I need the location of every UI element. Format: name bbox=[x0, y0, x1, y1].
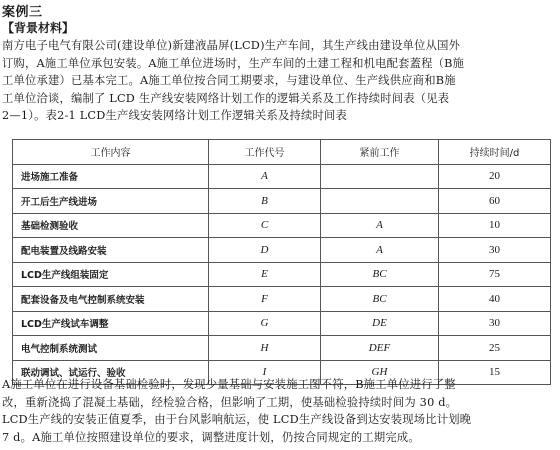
task-cell: 联动调试、试运行、验收 bbox=[13, 360, 209, 385]
duration-cell: 10 bbox=[439, 213, 551, 238]
task-cell: 配套设备及电气控制系统安装 bbox=[13, 287, 209, 312]
predecessor-cell: A bbox=[321, 238, 439, 263]
table-row bbox=[13, 164, 551, 189]
col-header-duration: 持续时间/d bbox=[439, 140, 551, 165]
intro-line: 2—1）。表2-1 LCD生产线安装网络计划工作逻辑关系及持续时间表 bbox=[2, 109, 347, 123]
work-logic-table bbox=[12, 139, 551, 385]
intro-line: 南方电子电气有限公司(建设单位)新建液晶屏(LCD)生产车间，其生产线由建设单位从国外 bbox=[2, 39, 461, 52]
predecessor-cell: A bbox=[321, 213, 439, 238]
predecessor-cell: BC bbox=[321, 262, 439, 287]
duration-cell: 15 bbox=[439, 360, 551, 385]
table-header-row bbox=[13, 140, 551, 165]
col-header-predecessor: 紧前工作 bbox=[321, 140, 439, 165]
task-cell: 基础检测验收 bbox=[13, 213, 209, 238]
task-cell: 配电装置及线路安装 bbox=[13, 238, 209, 263]
duration-cell: 75 bbox=[439, 262, 551, 287]
duration-cell: 20 bbox=[439, 164, 551, 189]
duration-cell: 60 bbox=[439, 189, 551, 214]
duration-cell: 30 bbox=[439, 238, 551, 263]
duration-cell: 40 bbox=[439, 287, 551, 312]
outro-paragraph bbox=[2, 376, 556, 446]
predecessor-cell: BC bbox=[321, 287, 439, 312]
case-title: 案例三 bbox=[2, 5, 43, 20]
code-cell: H bbox=[209, 336, 321, 361]
code-cell: C bbox=[209, 213, 321, 238]
col-header-task: 工作内容 bbox=[13, 140, 209, 165]
outro-line: 改，重新浇捣了混凝土基础，经检验合格，但影响了工期，使基础检验持续时间为 30 d。 bbox=[2, 395, 458, 409]
predecessor-cell: DEF bbox=[321, 336, 439, 361]
outro-line: A施工单位在进行设备基础检验时，发现少量基础与安装施工图不符，B施工单位进行了整 bbox=[2, 378, 456, 391]
section-heading: 【背景材料】 bbox=[2, 21, 75, 35]
intro-line: 工单位洽谈，编制了 LCD 生产线安装网络计划工作的逻辑关系及工作持续时间表（见表 bbox=[2, 91, 450, 105]
predecessor-cell: DE bbox=[321, 311, 439, 336]
predecessor-cell bbox=[321, 189, 439, 214]
code-cell: E bbox=[209, 262, 321, 287]
task-cell: 进场施工准备 bbox=[13, 164, 209, 189]
predecessor-cell bbox=[321, 164, 439, 189]
table-row bbox=[13, 213, 551, 238]
duration-cell: 30 bbox=[439, 311, 551, 336]
code-cell: G bbox=[209, 311, 321, 336]
code-cell: F bbox=[209, 287, 321, 312]
predecessor-cell: GH bbox=[321, 360, 439, 385]
table-row bbox=[13, 287, 551, 312]
table-row bbox=[13, 336, 551, 361]
code-cell: B bbox=[209, 189, 321, 214]
intro-line: 工单位承建）已基本完工。A施工单位按合同工期要求，与建设单位、生产线供应商和B施 bbox=[2, 74, 456, 88]
outro-line: 7 d。A施工单位按照建设单位的要求，调整进度计划，仍按合同规定的工期完成。 bbox=[2, 430, 420, 444]
table-row bbox=[13, 238, 551, 263]
col-header-code: 工作代号 bbox=[209, 140, 321, 165]
task-cell: 开工后生产线进场 bbox=[13, 189, 209, 214]
duration-cell: 25 bbox=[439, 336, 551, 361]
intro-line: 订购，A施工单位承包安装。A施工单位进场时，生产车间的土建工程和机电配套蓋程（B施 bbox=[2, 56, 465, 70]
intro-paragraph bbox=[2, 37, 556, 125]
table-row bbox=[13, 262, 551, 287]
task-cell: 电气控制系统测试 bbox=[13, 336, 209, 361]
code-cell: I bbox=[209, 360, 321, 385]
code-cell: A bbox=[209, 164, 321, 189]
code-cell: D bbox=[209, 238, 321, 263]
table-row bbox=[13, 189, 551, 214]
table-row bbox=[13, 311, 551, 336]
task-cell: LCD生产线组装固定 bbox=[13, 262, 209, 287]
task-cell: LCD生产线试车调整 bbox=[13, 311, 209, 336]
outro-line: LCD生产线的安装正值夏季，由于台风影响航运，使 LCD生产线设备到达安装现场比计划晚 bbox=[2, 413, 472, 427]
